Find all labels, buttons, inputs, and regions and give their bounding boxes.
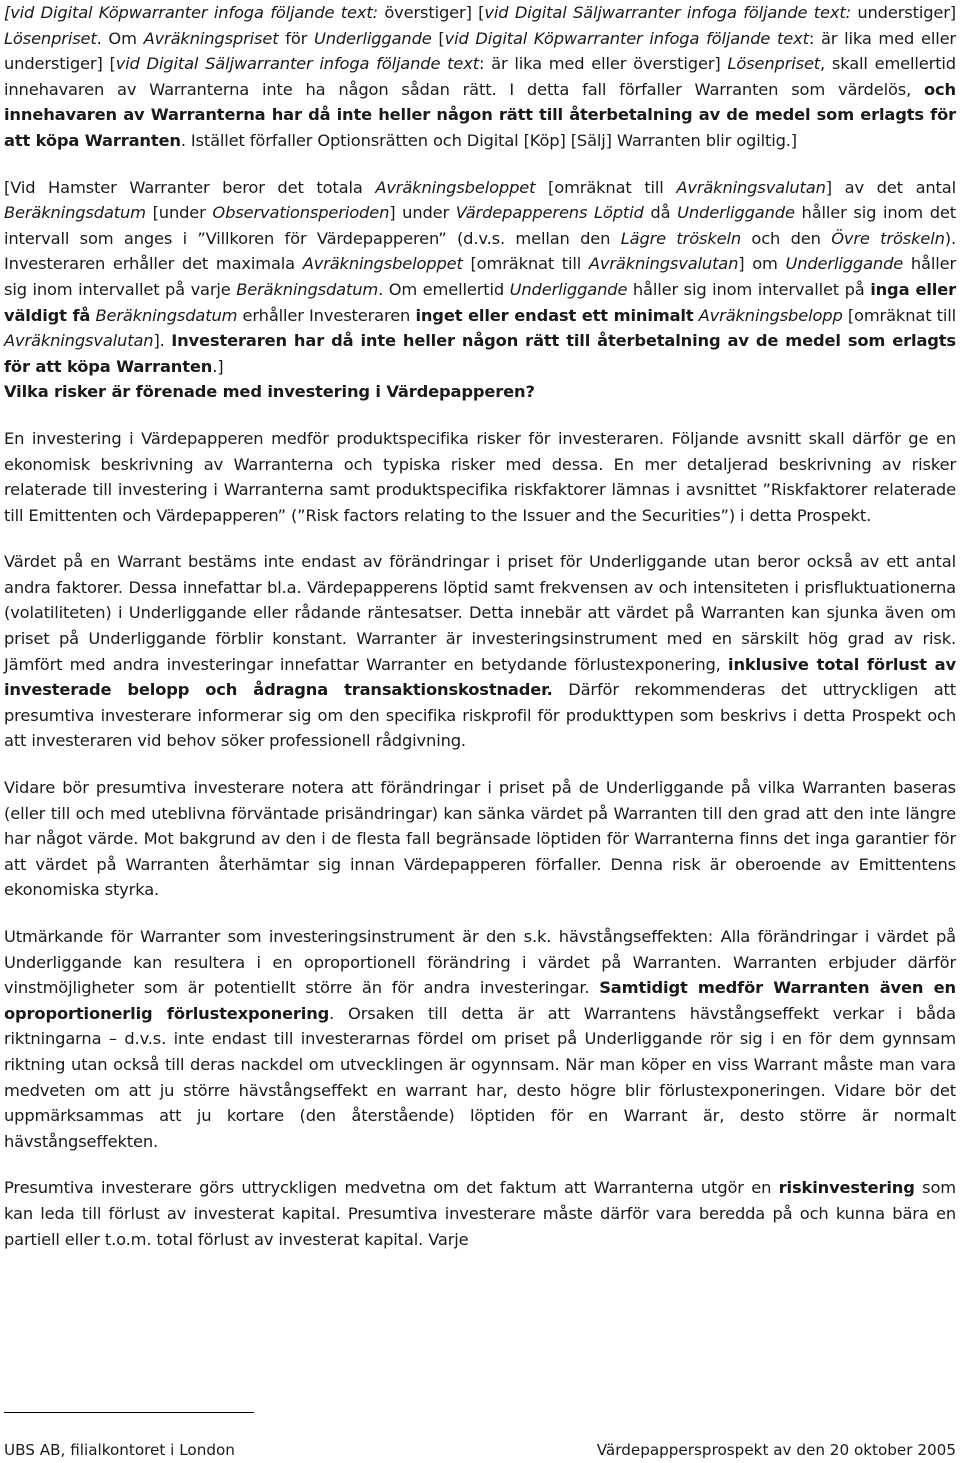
paragraph-risk-investment — [4, 1175, 956, 1252]
text-run: Beräkningsdatum — [95, 305, 238, 325]
text-run: Utmärkande för Warranter som investeringsinstrument är den s.k. hävstångseffekten: Alla förändringar i värdet på Underliggande kan resultera i en oproportionell förändring i värdet på Warranten. Warranten erbjuder därför vinstmöjligheter som är potentiellt större än för andra investeringar. — [4, 927, 956, 998]
document-page — [4, 0, 956, 1252]
text-run: och den — [741, 228, 832, 248]
text-run: En investering i Värdepapperen medför produktspecifika risker för investeraren. Följande avsnitt skall därför ge en ekonomisk beskrivning av Warranterna och typiska risker med dessa. En mer detaljerad beskrivning av risker relaterade till investering i Warranterna samt produktspecifika riskfaktorer lämnas i avsnittet ”Riskfaktorer relaterade till Emittenten och Värdepapperen” (”Risk factors relating to the Issuer and the Securities”) i detta Prospekt. — [4, 428, 956, 525]
text-run: håller sig inom intervallet på — [627, 279, 871, 299]
text-run: Avräkningspriset — [143, 28, 279, 48]
paragraph-warrant-value — [4, 549, 956, 754]
text-run: Beräkningsdatum — [4, 203, 146, 223]
text-run: ] av det antal — [825, 177, 956, 197]
text-run: [vid Digital Köpwarranter infoga följande text: — [4, 3, 385, 22]
text-run: Avräkningsbelopp — [698, 305, 843, 325]
paragraph-digital-warrants — [4, 0, 956, 154]
text-run: Avräkningsvalutan — [588, 254, 739, 274]
section-heading-risks — [4, 379, 956, 405]
text-run: håller sig inom intervallet på varje — [4, 254, 956, 299]
text-run: då — [643, 203, 678, 223]
text-run: [ — [431, 28, 445, 48]
text-run: [omräknat till — [842, 305, 956, 325]
text-run: Därför rekommenderas det uttryckligen att presumtiva investerare informerar sig om den specifika riskprofil för produkttypen som beskrivs i detta Prospekt och att investeraren vid behov söker professionell rådgivning. — [4, 680, 956, 751]
text-run: Avräkningsvalutan — [4, 331, 154, 351]
text-run: vid Digital Säljwarranter infoga följande text: — [484, 3, 858, 22]
text-run: för — [278, 28, 314, 48]
text-run: [Vid Hamster Warranter beror det totala — [4, 177, 376, 197]
text-run: riskinvestering — [778, 1178, 915, 1198]
text-run: . Om — [96, 28, 144, 48]
paragraph-hamster-warrants — [4, 175, 956, 380]
text-run: Värdet på en Warrant bestäms inte endast av förändringar i priset för Underliggande utan beror också av ett antal andra faktorer. Dessa innefattar bl.a. Värdepapperens löptid samt frekvensen av och intensiteten i prisfluktuationerna (volatiliteten) i Underliggande eller rådande räntesatser. Detta innebär att värdet på Warranten kan sjunka även om priset på Underliggande förblir konstant. Warranter är investeringsinstrument med en särskilt hög grad av risk. Jämfört med andra investeringar innefattar Warranter en betydande förlustexponering, — [4, 552, 956, 674]
text-run: [under — [145, 203, 213, 223]
text-run: Övre tröskeln — [831, 228, 945, 248]
page-footer — [4, 1440, 956, 1460]
paragraph-investment-risks — [4, 426, 956, 528]
footer-prospectus-date: Värdepappersprospekt av den 20 oktober 2005 — [596, 1441, 956, 1459]
text-run: inget eller endast ett minimalt — [415, 305, 694, 325]
text-run: överstiger] [ — [384, 3, 485, 22]
text-run: erhåller Investeraren — [237, 305, 416, 325]
text-run: som kan leda till förlust av investerat kapital. Presumtiva investerare måste därför vara beredda på och kunna bära en partiell eller t.o.m. total förlust av investerat kapital. Varje — [4, 1178, 956, 1249]
text-run: . Orsaken till detta är att Warrantens hävstångseffekt verkar i båda riktningarna – d.v.s. inte endast till investerarnas fördel om priset på Underliggande rör sig i en för dem gynnsam riktning utan också till deras nackdel om utvecklingen är ogynnsam. När man köper en viss Warrant måste man vara medveten om att ju större hävstångseffekt en warrant har, desto högre blir förlustexponeringen. Vidare bör det uppmärksammas att ju kortare (den återstående) löptiden för en Warrant är, desto större är normalt hävstångseffekten. — [4, 1003, 956, 1151]
text-run: håller sig inom det intervall som anges i ”Villkoren för Värdepapperen” (d.v.s. mellan den — [4, 203, 956, 248]
text-run: Observationsperioden — [212, 203, 390, 223]
text-run: Avräkningsvalutan — [676, 177, 826, 197]
text-run: Beräkningsdatum — [236, 279, 379, 299]
text-run: vid Digital Köpwarranter infoga följande text — [444, 28, 809, 48]
text-run: Avräkningsbeloppet — [302, 254, 463, 274]
text-run: Lösenpriset — [727, 54, 821, 74]
text-run: inga eller väldigt få — [4, 279, 956, 325]
footer-issuer: UBS AB, filialkontoret i London — [4, 1441, 235, 1459]
text-run: .] — [212, 356, 224, 376]
text-run: ] under — [389, 203, 456, 223]
text-run: understiger] — [857, 3, 957, 22]
text-run: Investeraren har då inte heller någon rätt till återbetalning av de medel som erlagts för att köpa Warranten — [4, 331, 956, 376]
text-run: vid Digital Säljwarranter infoga följande text — [115, 54, 479, 74]
text-run: Lösenpriset — [4, 28, 97, 48]
text-run: och innehavaren av Warranterna har då inte heller någon rätt till återbetalning av de medel som erlagts för att köpa Warranten — [4, 79, 956, 150]
text-run: : är lika med eller överstiger] — [479, 54, 728, 74]
text-run: Lägre tröskeln — [620, 228, 742, 248]
text-run: inklusive total förlust av investerade belopp och ådragna transaktionskostnader. — [4, 654, 956, 700]
text-run: : är lika med eller understiger] [ — [4, 28, 956, 74]
text-run: ] om — [738, 254, 786, 274]
text-run: Värdepapperens Löptid — [455, 203, 644, 223]
text-run: Underliggande — [509, 279, 628, 299]
text-run: Vidare bör presumtiva investerare notera att förändringar i priset på de Underliggande på vilka Warranten baseras (eller till och med uteblivna förväntade prisändringar) kan sänka värdet på Warranten till den grad att den inte längre har något värde. Mot bakgrund av den i de flesta fall begränsade löptiden för Warranterna finns det inga garantier för att värdet på Warranten återhämtar sig innan Värdepapperen förfaller. Denna risk är oberoende av Emittentens ekonomiska styrka. — [4, 778, 956, 900]
paragraph-leverage-effect — [4, 924, 956, 1154]
text-run: Presumtiva investerare görs uttryckligen medvetna om det faktum att Warranterna utgör en — [4, 1178, 779, 1198]
text-run: Underliggande — [677, 203, 795, 223]
text-run: ]. — [153, 331, 172, 351]
text-run: . Istället förfaller Optionsrätten och Digital [Köp] [Sälj] Warranten blir ogiltig.] — [180, 130, 797, 150]
paragraph-price-changes — [4, 775, 956, 903]
text-run: Avräkningsbeloppet — [375, 177, 536, 197]
text-run: [omräknat till — [535, 177, 677, 197]
text-run: ). Investeraren erhåller det maximala — [4, 228, 957, 274]
text-run: Underliggande — [313, 28, 432, 48]
text-run: Vilka risker är förenade med investering i Värdepapperen? — [4, 382, 535, 402]
text-run: Samtidigt medför Warranten även en oproportionerlig förlustexponering — [4, 978, 956, 1023]
text-run: Underliggande — [785, 254, 904, 274]
footer-divider — [4, 1412, 254, 1413]
text-run: . Om emellertid — [378, 279, 510, 299]
text-run: , skall emellertid innehavaren av Warranterna inte ha någon sådan rätt. I detta fall förfaller Warranten som värdelös, — [4, 54, 956, 99]
text-run: [omräknat till — [462, 254, 589, 274]
